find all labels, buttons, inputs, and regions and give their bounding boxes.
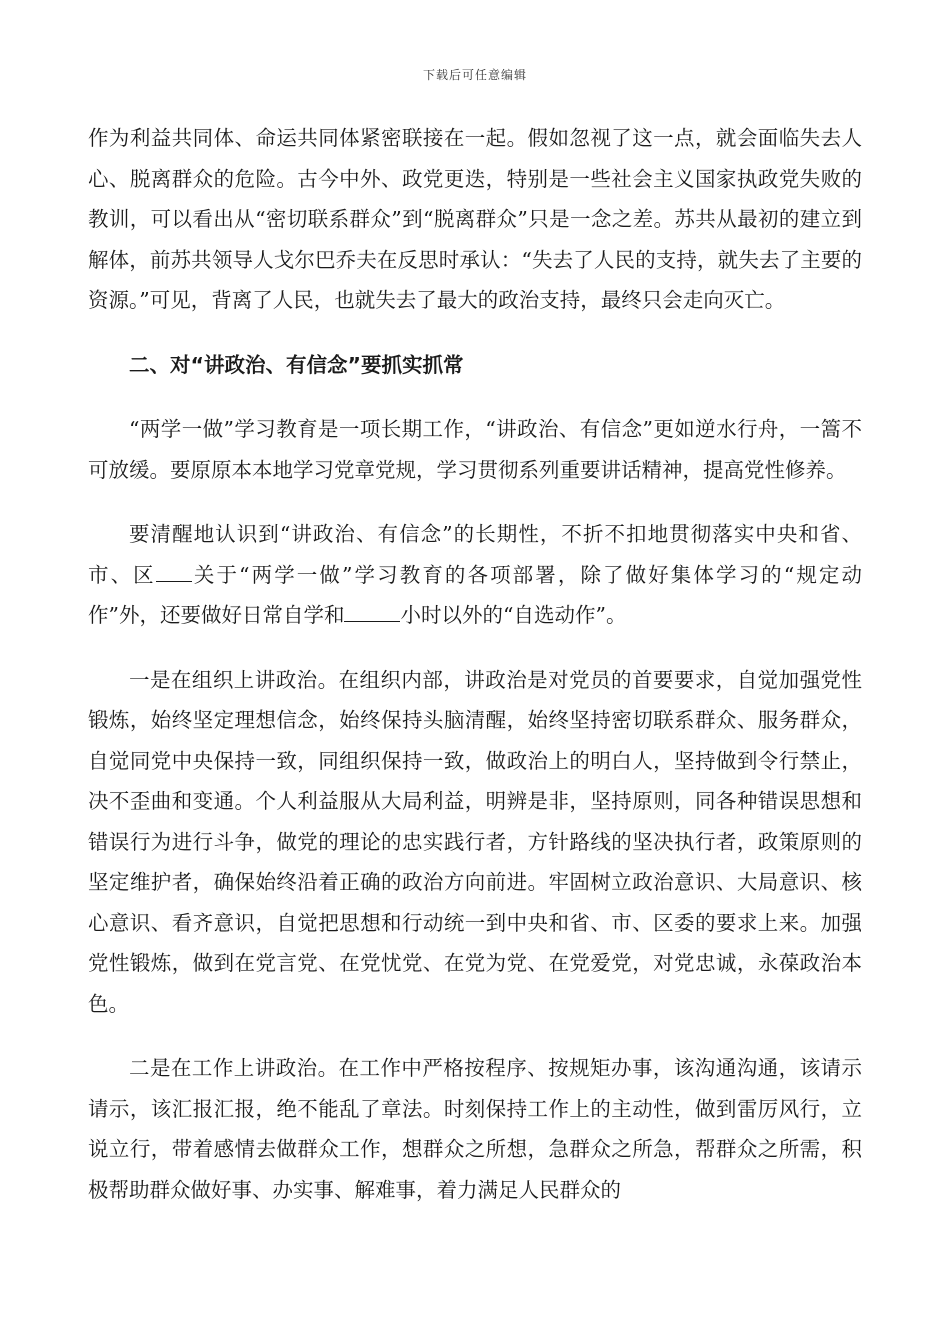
paragraph-2: “两学一做”学习教育是一项长期工作，“讲政治、有信念”更如逆水行舟，一篙不可放缓。要原原本本地学习党章党规，学习贯彻系列重要讲话精神，提高党性修养。 xyxy=(88,417,862,482)
spacer xyxy=(88,636,862,660)
fill-in-blank xyxy=(156,559,192,582)
spacer xyxy=(88,1024,862,1048)
paragraph-3-part2: 关于“两学一做”学习教育的各项部署，除了做好集体学习的“规定动作”外，还要做好日常自学和 xyxy=(88,562,862,627)
fill-in-blank xyxy=(344,599,400,622)
spacer xyxy=(88,321,862,345)
spacer xyxy=(88,490,862,514)
paragraph-1: 作为利益共同体、命运共同体紧密联接在一起。假如忽视了这一点，就会面临失去人心、脱离群众的危险。古今中外、政党更迭，特别是一些社会主义国家执政党失败的教训，可以看出从“密切联系群众”到“脱离群众”只是一念之差。苏共从最初的建立到解体，前苏共领导人戈尔巴乔夫在反思时承认：“失去了人民的支持，就失去了主要的资源。”可见，背离了人民，也就失去了最大的政治支持，最终只会走向灭亡。 xyxy=(88,126,862,312)
document-body xyxy=(88,118,862,1210)
spacer xyxy=(88,385,862,409)
paragraph-3-part1: 要清醒地认识到“讲政治、有信念”的长期性，不折不扣地贯彻落实中央和省、市、区 xyxy=(88,522,862,587)
header-note: 下载后可任意编辑 xyxy=(422,68,527,82)
paragraph-4: 一是在组织上讲政治。在组织内部，讲政治是对党员的首要要求，自觉加强党性锻炼，始终坚定理想信念，始终保持头脑清醒，始终坚持密切联系群众、服务群众，自觉同党中央保持一致，同组织保持一致，做政治上的明白人，坚持做到令行禁止，决不歪曲和变通。个人利益服从大局利益，明辨是非，坚持原则，同各种错误思想和错误行为进行斗争，做党的理论的忠实践行者，方针路线的坚决执行者，政策原则的坚定维护者，确保始终沿着正确的政治方向前进。牢固树立政治意识、大局意识、核心意识、看齐意识，自觉把思想和行动统一到中央和省、市、区委的要求上来。加强党性锻炼，做到在党言党、在党忧党、在党为党、在党爱党，对党忠诚，永葆政治本色。 xyxy=(88,667,862,1016)
section-heading: 二、对“讲政治、有信念”要抓实抓常 xyxy=(129,352,464,377)
paragraph-5: 二是在工作上讲政治。在工作中严格按程序、按规矩办事，该沟通沟通，该请示请示，该汇报汇报，绝不能乱了章法。时刻保持工作上的主动性，做到雷厉风行，立说立行，带着感情去做群众工作，想群众之所想，急群众之所急，帮群众之所需，积极帮助群众做好事、办实事、解难事，着力满足人民群众的 xyxy=(88,1056,862,1202)
paragraph-3 xyxy=(88,514,862,636)
paragraph-3-part3: 小时以外的“自选动作”。 xyxy=(400,603,627,627)
